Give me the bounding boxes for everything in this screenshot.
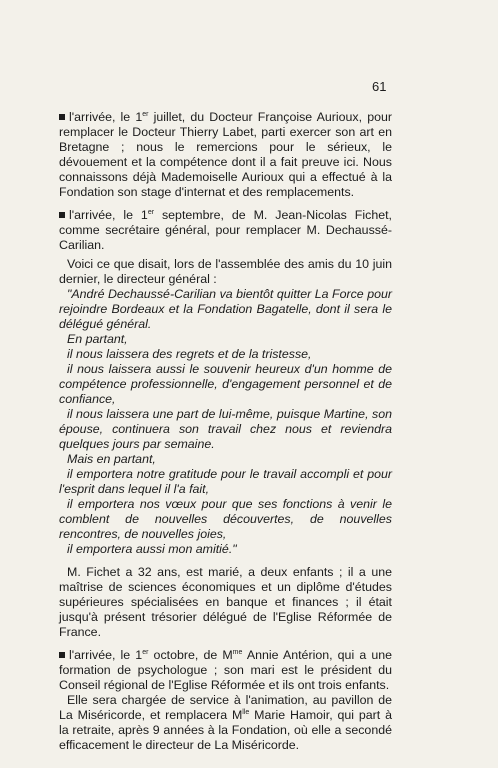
superscript: er xyxy=(142,648,149,656)
superscript: me xyxy=(232,648,243,656)
paragraph-arrival-aurioux xyxy=(59,110,392,200)
bullet-icon xyxy=(59,114,65,120)
bullet-icon xyxy=(59,212,65,218)
paragraph-assembly-intro: Voici ce que disait, lors de l'assemblée des amis du 10 juin dernier, le directeur général : xyxy=(59,257,392,286)
page-body xyxy=(59,110,392,753)
superscript: er xyxy=(142,110,149,118)
text: Annie Antérion, qui a une formation de psychologue ; son mari est le président du Conseil régional de l'Eglise Réformée et ils ont trois enfants. xyxy=(59,648,393,692)
quote-line: il nous laissera une part de lui-même, puisque Martine, son épouse, continuera son travail chez nous et reviendra quelques jours par semaine. xyxy=(59,407,392,451)
quote-line: il emportera nos vœux pour que ses fonctions à venir le comblent de nouvelles découvertes, de nouvelles rencontres, de nouvelles joies, xyxy=(59,497,392,541)
superscript: er xyxy=(147,208,155,216)
paragraph-fichet-bio: M. Fichet a 32 ans, est marié, a deux enfants ; il a une maîtrise de sciences économiques et un diplôme d'études supérieures spécialisées en banque et finances ; il était jusqu'à présent trésorier délégué de l'Eglise Réformée de France. xyxy=(59,565,392,639)
quote-line: il emportera notre gratitude pour le travail accompli et pour l'esprit dans lequel il l'a fait, xyxy=(59,467,392,496)
paragraph-anterion-role xyxy=(59,693,392,753)
quote-line: En partant, xyxy=(67,332,128,346)
quote-line: il nous laissera aussi le souvenir heureux d'un homme de compétence professionnelle, d'engagement personnel et de confiance, xyxy=(59,362,392,406)
text: Elle sera chargée de service à l'animation, au pavillon de La Miséricorde, et remplacera M xyxy=(59,693,392,722)
director-quote xyxy=(59,287,392,557)
text: l'arrivée, le 1 xyxy=(69,648,143,662)
bullet-icon xyxy=(59,652,65,658)
paragraph-arrival-fichet xyxy=(59,208,392,253)
page-number: 61 xyxy=(372,79,387,94)
text: juillet, du Docteur Françoise Aurioux, pour remplacer le Docteur Thierry Labet, parti exercer son art en Bretagne ; nous le remercions pour le sérieux, le dévouement et la compétence dont il a fait preuve ici. Nous connaissons déjà Mademoiselle Aurioux qui a effectué à la Fondation son stage d'internat et des remplacements. xyxy=(59,110,392,199)
quote-line: il emportera aussi mon amitié." xyxy=(67,542,237,556)
quote-line: Mais en partant, xyxy=(67,452,156,466)
text: l'arrivée, le 1 xyxy=(69,208,148,222)
paragraph-arrival-anterion xyxy=(59,648,392,693)
superscript: lle xyxy=(242,708,250,716)
quote-line: il nous laissera des regrets et de la tristesse, xyxy=(67,347,312,361)
text: octobre, de M xyxy=(148,648,233,662)
text: septembre, de M. Jean-Nicolas Fichet, comme secrétaire général, pour remplacer M. Dechaussé-Carilian. xyxy=(59,208,392,252)
text: Marie Hamoir, qui part à la retraite, après 9 années à la Fondation, où elle a secondé efficacement le directeur de La Miséricorde. xyxy=(59,708,392,752)
quote-line: "André Dechaussé-Carilian va bientôt quitter La Force pour rejoindre Bordeaux et la Fondation Bagatelle, dont il sera le délégué général. xyxy=(59,287,392,331)
text: l'arrivée, le 1 xyxy=(69,110,143,124)
